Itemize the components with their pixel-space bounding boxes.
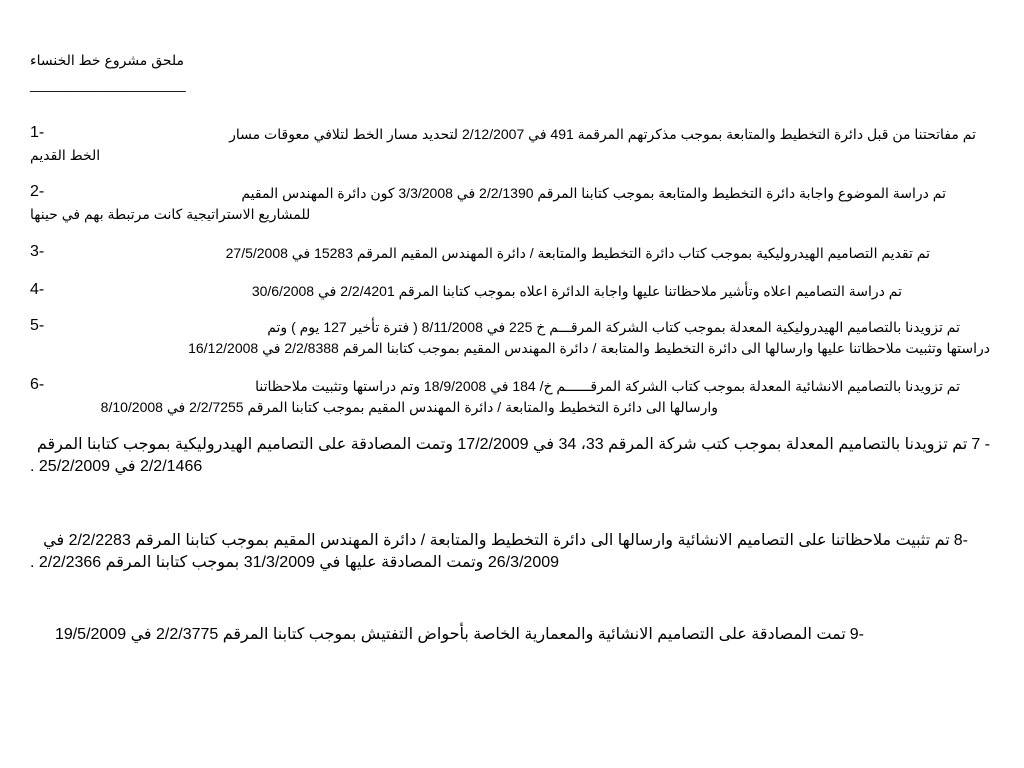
list-item-7 — [30, 434, 990, 478]
item-text — [30, 434, 990, 478]
item-text — [30, 317, 990, 359]
list-item-5 — [30, 317, 990, 359]
item-number: 6- — [30, 376, 45, 393]
item-text — [30, 376, 960, 418]
item-line: دراستها وتثبيت ملاحظاتنا عليها وارسالها الى دائرة التخطيط والمتابعة / دائرة المهندس المقيم بموجب كتابنا المرقم 2/2/8388 في 16/12/2008 — [188, 340, 990, 356]
item-line-text: تم تثبيت ملاحظاتنا على التصاميم الانشائية وارسالها الى دائرة التخطيط والمتابعة / دائرة المهندس المقيم بموجب كتابنا المرقم 2/2/2283 في — [43, 532, 950, 549]
item-line: للمشاريع الاستراتيجية كانت مرتبطة بهم في حينها — [30, 206, 311, 222]
item-number: 7 - — [971, 436, 990, 453]
item-line — [30, 530, 968, 552]
item-number: 8- — [953, 532, 968, 549]
item-line-text: تمت المصادقة على التصاميم الانشائية والمعمارية الخاصة بأحواض التفتيش بموجب كتابنا المرقم 2/2/3775 في 19/5/2009 — [54, 626, 846, 643]
item-line — [30, 434, 990, 456]
item-line: تم مفاتحتنا من قبل دائرة التخطيط والمتابعة بموجب مذكرتهم المرقمة 491 في 2/12/2007 لتحديد مسار الخط لتلافي معوقات مسار — [229, 126, 976, 142]
list-item-4 — [30, 281, 990, 302]
item-number: 1- — [30, 124, 45, 141]
item-number: 3- — [30, 243, 45, 260]
item-text — [30, 281, 902, 302]
item-line: تم دراسة الموضوع واجابة دائرة التخطيط والمتابعة بموجب كتابنا المرقم 2/2/1390 في 3/3/2008 كون دائرة المهندس المقيم — [241, 185, 946, 201]
item-line: وارسالها الى دائرة التخطيط والمتابعة / دائرة المهندس المقيم بموجب كتابنا المرقم 2/2/7255 في 8/10/2008 — [100, 399, 718, 415]
item-text — [30, 624, 864, 646]
item-line — [30, 624, 864, 646]
list-item-3 — [30, 243, 990, 264]
item-line: الخط القديم — [30, 147, 101, 163]
item-text — [30, 530, 968, 574]
list-item-8 — [30, 530, 990, 574]
item-number: 2- — [30, 183, 45, 200]
item-text — [30, 124, 976, 166]
item-line: 2/2/1466 في 25/2/2009 . — [30, 458, 203, 475]
item-line: تم تزويدنا بالتصاميم الانشائية المعدلة بموجب كتاب الشركة المرقــــــم خ/ 184 في 18/9/2008 وتم دراستها وتثبيت ملاحظاتنا — [255, 378, 960, 394]
item-number: 9- — [849, 626, 864, 643]
list-item-1 — [30, 124, 990, 166]
item-number: 5- — [30, 317, 45, 334]
item-line: 26/3/2009 وتمت المصادقة عليها في 31/3/2009 بموجب كتابنا المرقم 2/2/2366 . — [30, 554, 560, 571]
item-line: تم تزويدنا بالتصاميم الهيدروليكية المعدلة بموجب كتاب الشركة المرقـــم خ 225 في 8/11/2008 ( فترة تأخير 127 يوم ) وتم — [267, 319, 960, 335]
title-underline: ____________________ — [30, 76, 186, 92]
document-title: ملحق مشروع خط الخنساء — [30, 52, 185, 68]
item-number: 4- — [30, 281, 45, 298]
item-line: تم دراسة التصاميم اعلاه وتأشير ملاحظاتنا عليها واجابة الدائرة اعلاه بموجب كتابنا المرقم 2/2/4201 في 30/6/2008 — [251, 283, 902, 299]
item-text — [30, 183, 946, 225]
list-item-6 — [30, 376, 990, 418]
item-line-text: تم تزويدنا بالتصاميم المعدلة بموجب كتب شركة المرقم 33، 34 في 17/2/2009 وتمت المصادقة على التصاميم الهيدروليكية بموجب كتابنا المرقم — [36, 436, 968, 453]
list-item-9 — [30, 624, 990, 646]
item-text — [30, 243, 930, 264]
list-item-2 — [30, 183, 990, 225]
item-line: تم تقديم التصاميم الهيدروليكية بموجب كتاب دائرة التخطيط والمتابعة / دائرة المهندس المقيم المرقم 15283 في 27/5/2008 — [225, 245, 930, 261]
